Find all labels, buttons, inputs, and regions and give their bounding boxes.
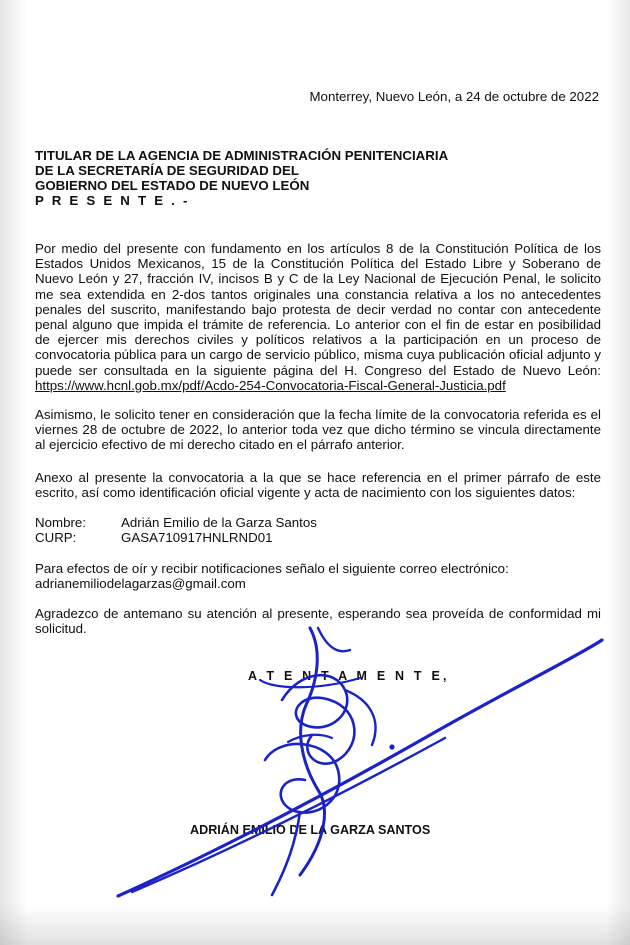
signature-sweep-stroke-2 xyxy=(132,738,445,892)
signature-loops xyxy=(282,675,354,763)
applicant-name-row xyxy=(35,515,317,530)
page-shadow-bottom xyxy=(0,905,630,945)
body-paragraph-1-text: Por medio del presente con fundamento en los artículos 8 de la Constitución Política de los Estados Unidos Mexicanos, 15 de la Constitución Política del Estado Libre y Soberano de Nuevo León y 27, fracción IV, incisos B y C de la Ley Nacional de Ejecución Penal, le solicito me sea extendida en 2-dos tantos originales una constancia relativa a los no antecedentes penales del suscrito, manifestando bajo protesta de decir verdad no contar con antecedente penal alguno que impida el trámite de referencia. Lo anterior con el fin de estar en posibilidad de ejercer mis derechos civiles y políticos relativos a la participación en un proceso de convocatoria pública para un cargo de servicio público, misma cuya publicación oficial adjunto y puede ser consultada en la siguiente página del H. Congreso del Estado de Nuevo León: xyxy=(35,241,601,378)
body-paragraph-closing: Agradezco de antemano su atención al presente, esperando sea proveída de conformidad mi solicitud. xyxy=(35,606,601,637)
body-paragraph-notifications xyxy=(35,561,601,591)
recipient-presente: P R E S E N T E . - xyxy=(35,193,190,208)
signature-dot xyxy=(389,744,394,749)
applicant-name-label: Nombre: xyxy=(35,515,86,530)
signer-name: ADRIÁN EMILIO DE LA GARZA SANTOS xyxy=(190,823,431,837)
signature-mid-stroke xyxy=(288,735,332,742)
signature-lower-loop xyxy=(265,744,339,813)
notifications-email: adrianemiliodelagarzas@gmail.com xyxy=(35,576,246,592)
page-shadow-left xyxy=(0,0,28,945)
applicant-curp-row xyxy=(35,530,273,545)
recipient-line-1: TITULAR DE LA AGENCIA DE ADMINISTRACIÓN PENITENCIARIA xyxy=(35,148,449,163)
notifications-text: Para efectos de oír y recibir notificaciones señalo el siguiente correo electrónico: xyxy=(35,561,509,576)
recipient-line-2: DE LA SECRETARÍA DE SEGURIDAD DEL xyxy=(35,163,299,178)
body-paragraph-2: Asimismo, le solicito tener en consideración que la fecha límite de la convocatoria referida es el viernes 28 de octubre de 2022, lo anterior toda vez que dicho término se vincula directamente al ejercicio efectivo de mi derecho citado en el párrafo anterior. xyxy=(35,407,601,453)
signature-right-tail xyxy=(345,690,376,745)
recipient-line-3: GOBIERNO DEL ESTADO DE NUEVO LEÓN xyxy=(35,178,310,193)
recipient-block xyxy=(35,148,448,208)
applicant-curp-value: GASA710917HNLRND01 xyxy=(121,530,273,545)
date-line: Monterrey, Nuevo León, a 24 de octubre de 2022 xyxy=(309,89,599,104)
signature-vertical-stroke xyxy=(300,628,324,875)
convocatoria-link[interactable]: https://www.hcnl.gob.mx/pdf/Acdo-254-Convocatoria-Fiscal-General-Justicia.pdf xyxy=(35,377,506,393)
body-paragraph-3: Anexo al presente la convocatoria a la que se hace referencia en el primer párrafo de este escrito, así como identificación oficial vigente y acta de nacimiento con los siguientes datos: xyxy=(35,470,601,501)
body-paragraph-1 xyxy=(35,241,601,393)
applicant-curp-label: CURP: xyxy=(35,530,77,545)
applicant-name-value: Adrián Emilio de la Garza Santos xyxy=(121,515,317,530)
page-shadow-right xyxy=(606,0,630,945)
closing-atentamente: A T E N T A M E N T E, xyxy=(248,669,450,683)
